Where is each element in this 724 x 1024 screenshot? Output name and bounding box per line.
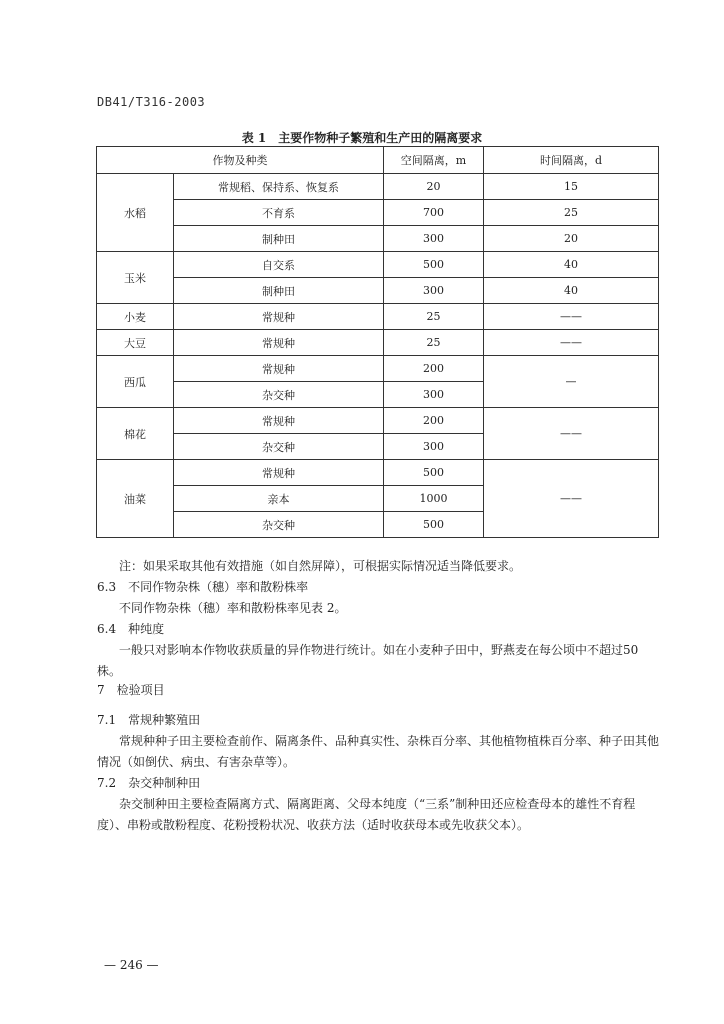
space-cell: 300 <box>384 434 484 460</box>
space-cell: 1000 <box>384 486 484 512</box>
table-row <box>97 278 659 304</box>
crop-cell: 玉米 <box>97 252 174 304</box>
table-row <box>97 252 659 278</box>
time-cell: — <box>484 356 659 408</box>
kind-cell: 制种田 <box>174 278 384 304</box>
table-row <box>97 304 659 330</box>
space-cell: 25 <box>384 330 484 356</box>
time-cell: 40 <box>484 252 659 278</box>
time-cell: —— <box>484 408 659 460</box>
kind-cell: 常规种 <box>174 460 384 486</box>
kind-cell: 常规种 <box>174 356 384 382</box>
section-7-2-text: 杂交制种田主要检查隔离方式、隔离距离、父母本纯度（“三系”制种田还应检查母本的雄性不育程度）、串粉或散粉程度、花粉授粉状况、收获方法（适时收获母本或先收获父本）。 <box>97 797 636 832</box>
section-6-4-text: 一般只对影响本作物收获质量的异作物进行统计。如在小麦种子田中，野燕麦在每公顷中不超过50株。 <box>97 643 639 678</box>
header-crop: 作物及种类 <box>97 147 384 174</box>
table-row <box>97 226 659 252</box>
crop-cell: 西瓜 <box>97 356 174 408</box>
table-row <box>97 200 659 226</box>
space-cell: 300 <box>384 382 484 408</box>
time-cell: —— <box>484 460 659 538</box>
table-note: 注：如果采取其他有效措施（如自然屏障），可根据实际情况适当降低要求。 <box>119 559 522 573</box>
space-cell: 500 <box>384 460 484 486</box>
section-7-2-title: 7.2 杂交种制种田 <box>97 776 201 790</box>
space-cell: 500 <box>384 512 484 538</box>
space-cell: 200 <box>384 408 484 434</box>
space-cell: 300 <box>384 226 484 252</box>
kind-cell: 自交系 <box>174 252 384 278</box>
section-7-1-title: 7.1 常规种繁殖田 <box>97 713 201 727</box>
time-cell: —— <box>484 330 659 356</box>
section-6-3-title: 6.3 不同作物杂株（穗）率和散粉株率 <box>97 580 309 594</box>
time-cell: —— <box>484 304 659 330</box>
table-row <box>97 408 659 434</box>
kind-cell: 制种田 <box>174 226 384 252</box>
crop-cell: 大豆 <box>97 330 174 356</box>
body-text <box>97 556 660 682</box>
crop-cell: 小麦 <box>97 304 174 330</box>
table-row <box>97 174 659 200</box>
kind-cell: 亲本 <box>174 486 384 512</box>
kind-cell: 常规种 <box>174 330 384 356</box>
kind-cell: 常规种 <box>174 408 384 434</box>
section-7-body <box>97 710 660 836</box>
space-cell: 500 <box>384 252 484 278</box>
header-space: 空间隔离，m <box>384 147 484 174</box>
kind-cell: 不育系 <box>174 200 384 226</box>
kind-cell: 杂交种 <box>174 434 384 460</box>
kind-cell: 杂交种 <box>174 382 384 408</box>
kind-cell: 常规稻、保持系、恢复系 <box>174 174 384 200</box>
crop-cell: 油菜 <box>97 460 174 538</box>
space-cell: 300 <box>384 278 484 304</box>
section-6-4-title: 6.4 种纯度 <box>97 622 165 636</box>
section-7-title: 7 检验项目 <box>97 683 165 697</box>
kind-cell: 杂交种 <box>174 512 384 538</box>
space-cell: 20 <box>384 174 484 200</box>
time-cell: 25 <box>484 200 659 226</box>
table-row <box>97 356 659 382</box>
space-cell: 700 <box>384 200 484 226</box>
kind-cell: 常规种 <box>174 304 384 330</box>
section-7-1-text: 常规种种子田主要检查前作、隔离条件、品种真实性、杂株百分率、其他植物植株百分率、种子田其他情况（如倒伏、病虫、有害杂草等）。 <box>97 734 660 769</box>
time-cell: 20 <box>484 226 659 252</box>
header-time: 时间隔离，d <box>484 147 659 174</box>
document-code: DB41/T316-2003 <box>97 95 206 109</box>
table-row <box>97 460 659 486</box>
crop-cell: 棉花 <box>97 408 174 460</box>
time-cell: 40 <box>484 278 659 304</box>
space-cell: 200 <box>384 356 484 382</box>
page-number: — 246 — <box>104 958 159 972</box>
crop-cell: 水稻 <box>97 174 174 252</box>
table-header-row <box>97 147 659 174</box>
isolation-table <box>96 146 659 538</box>
space-cell: 25 <box>384 304 484 330</box>
table-row <box>97 330 659 356</box>
table-caption: 表 1 主要作物种子繁殖和生产田的隔离要求 <box>241 131 483 145</box>
section-7 <box>97 680 660 701</box>
time-cell: 15 <box>484 174 659 200</box>
section-6-3-text: 不同作物杂株（穗）率和散粉株率见表 2。 <box>119 601 347 615</box>
